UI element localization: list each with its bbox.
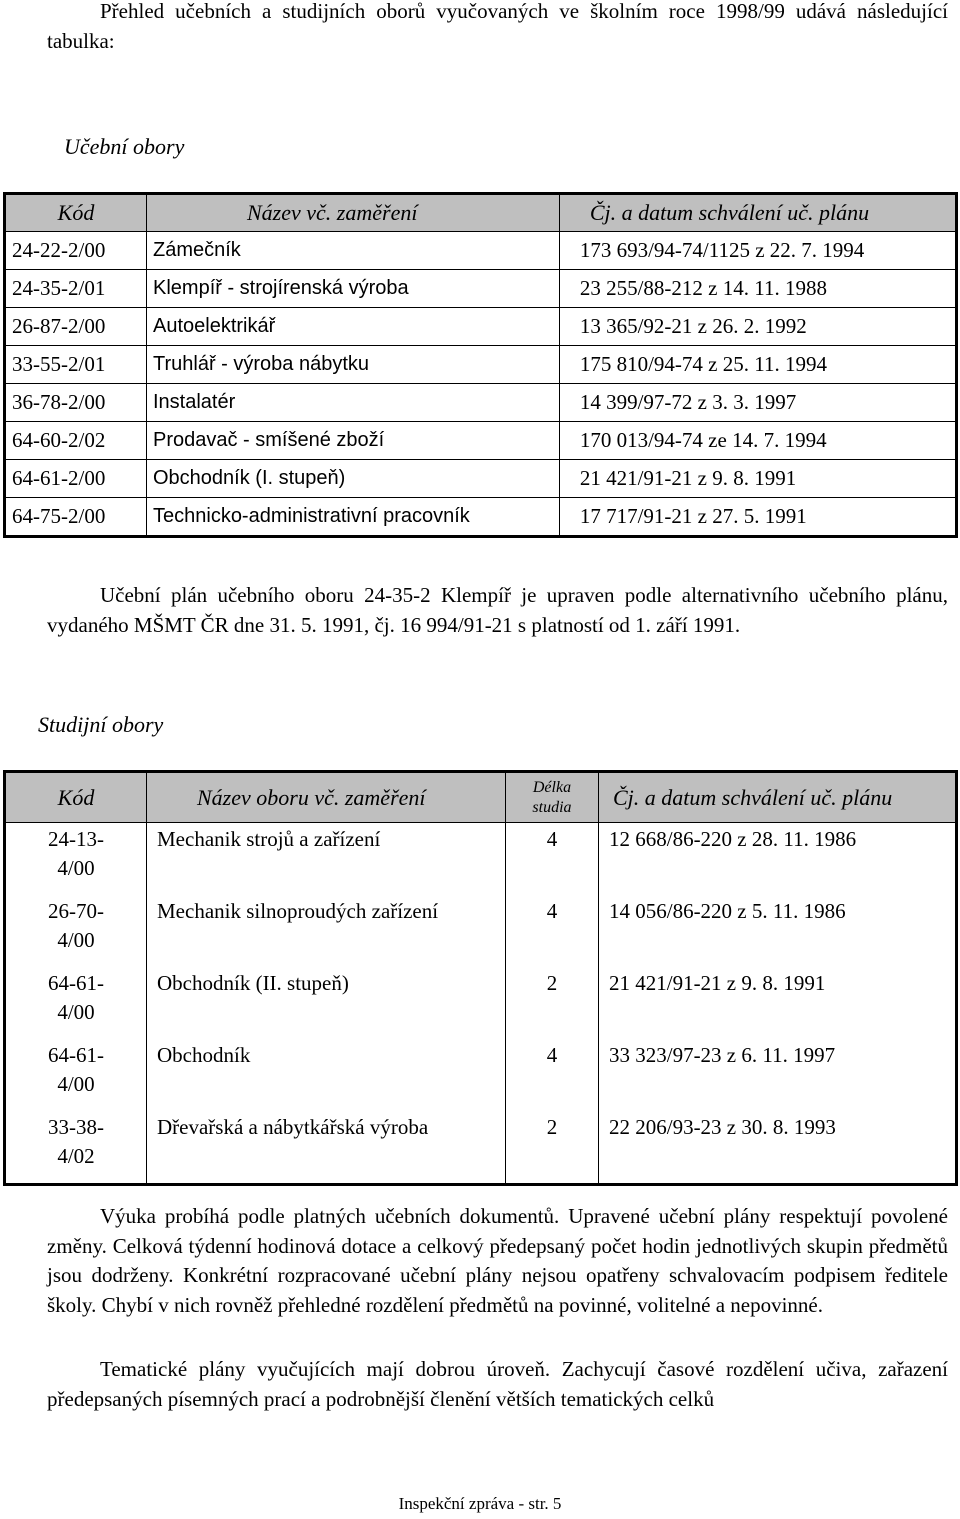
cell-length: 4 [505, 823, 598, 896]
cell-code [5, 895, 147, 967]
cell-name: Technicko-administrativní pracovník [147, 498, 560, 537]
cell-ref: 14 056/86-220 z 5. 11. 1986 [598, 895, 956, 967]
studijni-obory-table [3, 770, 958, 1186]
code-part-1: 33-38- [48, 1115, 104, 1139]
table-row [5, 384, 957, 422]
cell-length: 2 [505, 1111, 598, 1185]
table-header-row [5, 194, 957, 232]
cell-name: Instalatér [147, 384, 560, 422]
cell-ref: 170 013/94-74 ze 14. 7. 1994 [559, 422, 956, 460]
cell-ref: 173 693/94-74/1125 z 22. 7. 1994 [559, 232, 956, 270]
page-footer: Inspekční zpráva - str. 5 [398, 1494, 562, 1513]
cell-name: Mechanik strojů a zařízení [147, 823, 506, 896]
cell-name: Obchodník (II. stupeň) [147, 967, 506, 1039]
cell-ref: 14 399/97-72 z 3. 3. 1997 [559, 384, 956, 422]
cell-code [5, 967, 147, 1039]
table-row [5, 498, 957, 537]
section-title-ucebni-obory: Učební obory [64, 134, 185, 159]
code-part-2: 4/02 [57, 1144, 95, 1168]
cell-code: 36-78-2/00 [5, 384, 147, 422]
cell-code: 26-87-2/00 [5, 308, 147, 346]
code-part-2: 4/00 [57, 928, 95, 952]
cell-name: Zámečník [147, 232, 560, 270]
code-part-1: 26-70- [48, 899, 104, 923]
cell-code [5, 823, 147, 896]
cell-name: Truhlář - výroba nábytku [147, 346, 560, 384]
cell-code: 33-55-2/01 [5, 346, 147, 384]
intro-paragraph: Přehled učebních a studijních oborů vyučovaných ve školním roce 1998/99 udává následující tabulka: [47, 0, 948, 53]
header-code: Kód [5, 772, 147, 823]
table-row [5, 1111, 957, 1185]
cell-name: Dřevařská a nábytkářská výroba [147, 1111, 506, 1185]
body-paragraph-2: Tematické plány vyučujících mají dobrou úroveň. Zachycují časové rozdělení učiva, zařazení předepsaných písemných prací a podrobnější členění větších tematických celků [47, 1357, 948, 1411]
cell-ref: 175 810/94-74 z 25. 11. 1994 [559, 346, 956, 384]
code-part-1: 64-61- [48, 971, 104, 995]
header-name: Název oboru vč. zaměření [147, 772, 506, 823]
table-row [5, 967, 957, 1039]
cell-name: Mechanik silnoproudých zařízení [147, 895, 506, 967]
cell-ref: 22 206/93-23 z 30. 8. 1993 [598, 1111, 956, 1185]
cell-name: Obchodník (I. stupeň) [147, 460, 560, 498]
section-title-studijni-obory: Studijní obory [38, 712, 164, 737]
cell-length: 2 [505, 967, 598, 1039]
code-part-1: 64-61- [48, 1043, 104, 1067]
cell-code: 64-75-2/00 [5, 498, 147, 537]
cell-name: Prodavač - smíšené zboží [147, 422, 560, 460]
cell-length: 4 [505, 1039, 598, 1111]
table-row [5, 308, 957, 346]
code-part-2: 4/00 [57, 856, 95, 880]
cell-code [5, 1039, 147, 1111]
header-ref: Čj. a datum schválení uč. plánu [598, 772, 956, 823]
note-paragraph: Učební plán učebního oboru 24-35-2 Klempíř je upraven podle alternativního učebního plánu, vydaného MŠMT ČR dne 31. 5. 1991, čj. 16 994/91-21 s platností od 1. září 1991. [47, 583, 948, 637]
code-part-1: 24-13- [48, 827, 104, 851]
table-row [5, 895, 957, 967]
cell-ref: 17 717/91-21 z 27. 5. 1991 [559, 498, 956, 537]
header-ref: Čj. a datum schválení uč. plánu [559, 194, 956, 232]
cell-code: 24-22-2/00 [5, 232, 147, 270]
header-length: Délka studia [505, 772, 598, 823]
cell-code: 64-61-2/00 [5, 460, 147, 498]
code-part-2: 4/00 [57, 1000, 95, 1024]
table-row [5, 1039, 957, 1111]
cell-ref: 21 421/91-21 z 9. 8. 1991 [559, 460, 956, 498]
cell-ref: 12 668/86-220 z 28. 11. 1986 [598, 823, 956, 896]
cell-ref: 13 365/92-21 z 26. 2. 1992 [559, 308, 956, 346]
code-part-2: 4/00 [57, 1072, 95, 1096]
cell-ref: 23 255/88-212 z 14. 11. 1988 [559, 270, 956, 308]
table-row [5, 823, 957, 896]
table-row [5, 232, 957, 270]
cell-name: Obchodník [147, 1039, 506, 1111]
cell-length: 4 [505, 895, 598, 967]
header-name: Název vč. zaměření [147, 194, 560, 232]
cell-code: 64-60-2/02 [5, 422, 147, 460]
header-code: Kód [5, 194, 147, 232]
cell-code [5, 1111, 147, 1185]
cell-ref: 33 323/97-23 z 6. 11. 1997 [598, 1039, 956, 1111]
table-row [5, 270, 957, 308]
body-paragraph-1: Výuka probíhá podle platných učebních dokumentů. Upravené učební plány respektují povolené změny. Celková týdenní hodinová dotace a celkový předepsaný počet hodin jednotlivých skupin předmětů jsou dodrženy. Konkrétní rozpracované učební plány nejsou opatřeny schvalovacím podpisem ředitele školy. Chybí v nich rovněž přehledné rozdělení předmětů na povinné, volitelné a nepovinné. [47, 1204, 948, 1317]
table-row [5, 346, 957, 384]
cell-ref: 21 421/91-21 z 9. 8. 1991 [598, 967, 956, 1039]
ucebni-obory-table [3, 192, 958, 538]
table-header-row [5, 772, 957, 823]
cell-name: Klempíř - strojírenská výroba [147, 270, 560, 308]
table-row [5, 422, 957, 460]
cell-name: Autoelektrikář [147, 308, 560, 346]
table-row [5, 460, 957, 498]
cell-code: 24-35-2/01 [5, 270, 147, 308]
